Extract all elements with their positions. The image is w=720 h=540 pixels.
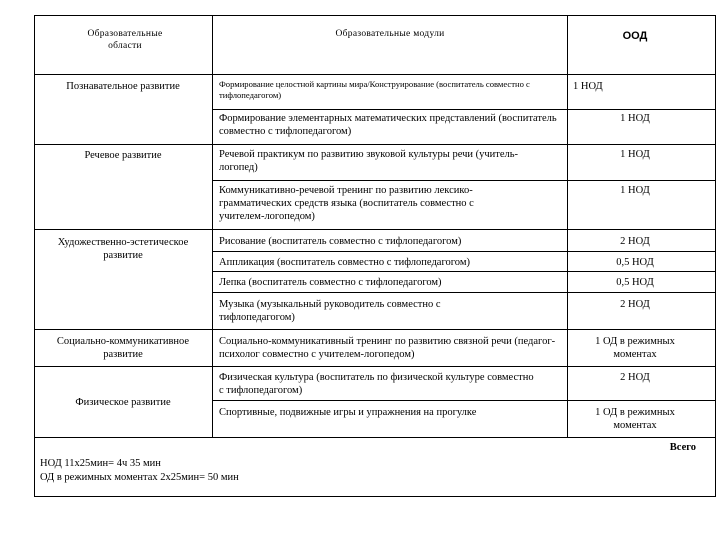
ood-cell: 1 ОД в режимных моментах (595, 407, 675, 432)
ood-cell: 2 НОД (620, 299, 650, 310)
row-divider (34, 366, 716, 367)
row-divider (212, 271, 716, 272)
area-cognitive: Познавательное развитие (66, 81, 180, 92)
module-cell: Коммуникативно-речевой тренинг по развитию лексико-грамматических средств языка (воспитатель совместно с учителем-логопедом) (219, 185, 474, 223)
ood-cell: 1 ОД в режимных моментах (595, 336, 675, 361)
row-divider (212, 180, 716, 181)
ood-cell: 2 НОД (620, 372, 650, 383)
area-social: Социально-коммуникативное развитие (56, 336, 190, 361)
area-speech: Речевое развитие (84, 150, 162, 161)
area-physical: Физическое развитие (75, 397, 171, 408)
column-divider (212, 15, 213, 437)
row-divider (34, 437, 716, 438)
row-divider (212, 292, 716, 293)
row-divider (34, 229, 716, 230)
row-divider (212, 251, 716, 252)
module-cell: Спортивные, подвижные игры и упражнения на прогулке (219, 407, 477, 418)
row-divider (212, 109, 716, 110)
row-divider (34, 74, 716, 75)
header-areas: Образовательные области (87, 29, 163, 51)
module-cell: Рисование (воспитатель совместно с тифлопедагогом) (219, 236, 462, 247)
area-artistic: Художественно-эстетическое развитие (57, 237, 189, 262)
column-divider (567, 15, 568, 437)
row-divider (34, 329, 716, 330)
ood-cell: 0,5 НОД (616, 257, 654, 268)
header-ood: ООД (622, 30, 648, 42)
module-cell: Аппликация (воспитатель совместно с тифлопедагогом) (219, 257, 470, 268)
total-label: Всего (669, 442, 696, 453)
module-cell: Музыка (музыкальный руководитель совместно с тифлопедагогом) (219, 299, 441, 324)
module-cell: Формирование элементарных математических представлений (воспитатель совместно с тифлопедагогом) (219, 113, 557, 138)
ood-cell: 2 НОД (620, 236, 650, 247)
ood-cell: 1 НОД (620, 149, 650, 160)
ood-cell: 1 НОД (573, 81, 603, 92)
summary-od: ОД в режимных моментах 2х25мин= 50 мин (40, 472, 239, 483)
module-cell: Формирование целостной картины мира/Конструирование (воспитатель совместно с тифлопедагогом) (219, 79, 530, 100)
ood-cell: 0,5 НОД (616, 277, 654, 288)
module-cell: Лепка (воспитатель совместно с тифлопедагогом) (219, 277, 442, 288)
module-cell: Физическая культура (воспитатель по физической культуре совместно с тифлопедагогом) (219, 372, 534, 397)
module-cell: Социально-коммуникативный тренинг по развитию связной речи (педагог-психолог совместно с учителем-логопедом) (219, 336, 556, 361)
module-cell: Речевой практикум по развитию звуковой культуры речи (учитель-логопед) (219, 149, 519, 174)
header-modules: Образовательные модули (335, 29, 445, 39)
ood-cell: 1 НОД (620, 113, 650, 124)
summary-nod: НОД 11х25мин= 4ч 35 мин (40, 458, 161, 469)
row-divider (34, 144, 716, 145)
ood-cell: 1 НОД (620, 185, 650, 196)
row-divider (212, 400, 716, 401)
